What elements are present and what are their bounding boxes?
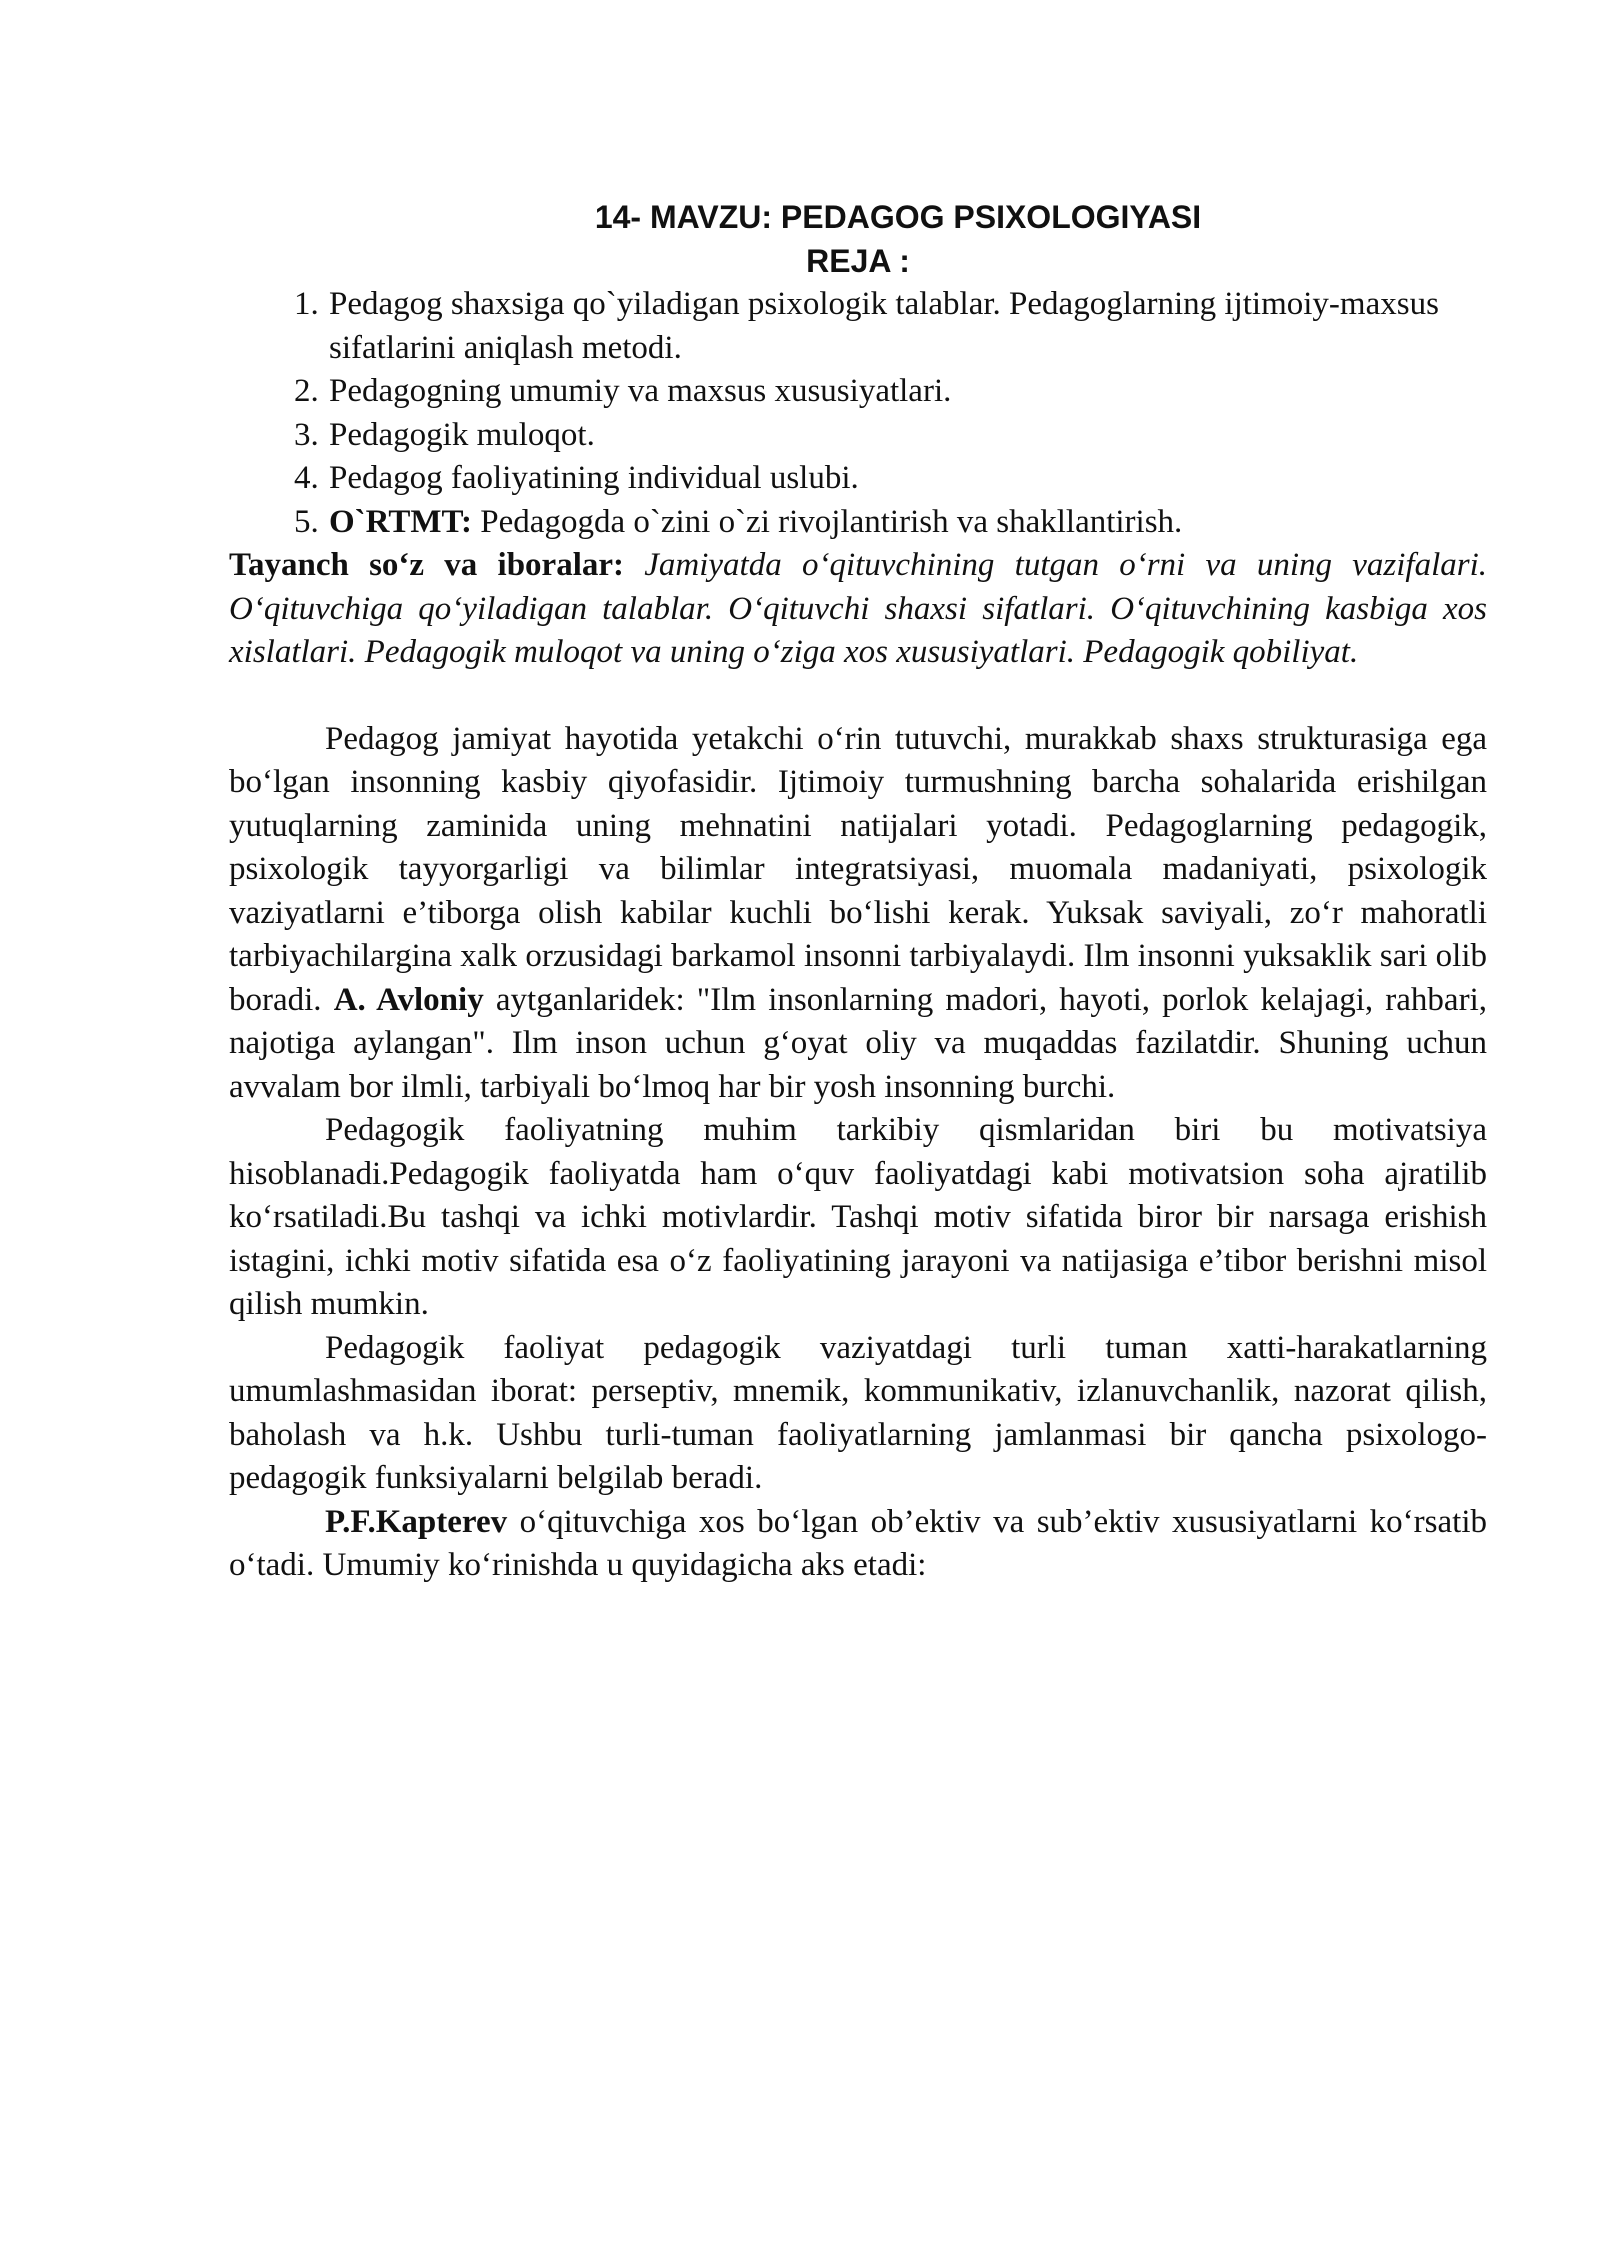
plan-item-text: Pedagog shaxsiga qo`yiladigan psixologik talablar. Pedagoglarning ijtimoiy-maxsus sifatlarini aniqlash metodi.	[329, 286, 1439, 366]
keywords-text: Jamiyatda o‘qituvchining tutgan o‘rni va uning vazifalari. O‘qituvchiga qo‘yiladigan talablar. O‘qituvchi shaxsi sifatlari. O‘qituvchining kasbiga xos xislatlari. Pedagogik muloqot va uning o‘ziga xos xususiyatlari. Pedagogik qobiliyat.	[229, 547, 1488, 670]
plan-item-text: Pedagog faoliyatining individual uslubi.	[329, 460, 859, 496]
plan-item-5	[327, 501, 1487, 545]
plan-heading: REJA :	[806, 242, 910, 279]
plan-item-2	[327, 370, 1487, 414]
plan-item-text: Pedagogik muloqot.	[329, 416, 595, 453]
body-paragraph-1-text-b: aytganlaridek: "Ilm insonlarning madori, hayoti, porlok kelajagi, rahbari, najotiga aylangan". Ilm inson uchun g‘oyat oliy va muqaddas fazilatdir. Shuning uchun avvalam bor ilmli, tarbiyali bo‘lmoq har bir yosh insonning burchi.	[229, 981, 1487, 1105]
author-name-kapterev: P.F.Kapterev	[325, 1503, 508, 1540]
plan-item-1	[327, 283, 1487, 370]
author-name-avloniy: A. Avloniy	[333, 981, 484, 1018]
body-paragraph-4	[229, 1501, 1487, 1588]
paragraph-gap	[229, 675, 1487, 718]
body-paragraph-1-text-a: Pedagog jamiyat hayotida yetakchi o‘rin tutuvchi, murakkab shaxs strukturasiga ega bo‘lgan insonning kasbiy qiyofasidir. Ijtimoiy turmushning barcha sohalarida erishilgan yutuqlarning zaminida uning mehnatini natijalari yotadi. Pedagoglarning pedagogik, psixologik tayyorgarligi va bilimlar integratsiyasi, muomala madaniyati, psixologik vaziyatlarni e’tiborga olish kabilar kuchli bo‘lishi kerak. Yuksak saviyali, zo‘r mahoratli tarbiyachilargina xalk orzusidagi barkamol insonni tarbiyalaydi. Ilm insonni yuksaklik sari olib boradi.	[229, 720, 1487, 1018]
plan-item-text: Pedagogda o`zini o`zi rivojlantirish va shakllantirish.	[472, 503, 1183, 540]
body-paragraph-1	[229, 718, 1487, 1110]
plan-list	[229, 283, 1487, 544]
plan-item-4	[327, 457, 1487, 501]
plan-item-text: Pedagogning umumiy va maxsus xususiyatlari.	[329, 373, 952, 409]
body-paragraph-4-text: o‘qituvchiga xos bo‘lgan ob’ektiv va sub’ektiv xususiyatlarni ko‘rsatib o‘tadi. Umumiy ko‘rinishda u quyidagicha aks etadi:	[229, 1503, 1487, 1583]
plan-item-bold-prefix: O`RTMT:	[329, 503, 473, 540]
plan-item-3	[327, 414, 1487, 458]
body-paragraph-2: Pedagogik faoliyatning muhim tarkibiy qismlaridan biri bu motivatsiya hisoblanadi.Pedagogik faoliyatda ham o‘quv faoliyatdagi kabi motivatsion soha ajratilib ko‘rsatiladi.Bu tashqi va ichki motivlardir. Tashqi motiv sifatida biror bir narsaga erishish istagini, ichki motiv sifatida esa o‘z faoliyatining jarayoni va natijasiga e’tibor berishni misol qilish mumkin.	[229, 1112, 1487, 1322]
page-title: 14- MAVZU: PEDAGOG PSIXOLOGIYASI	[594, 199, 1202, 235]
document-content	[229, 196, 1487, 1588]
keywords-paragraph	[229, 544, 1487, 675]
keywords-label: Tayanch so‘z va iboralar:	[229, 547, 624, 583]
body-paragraph-3: Pedagogik faoliyat pedagogik vaziyatdagi turli tuman xatti-harakatlarning umumlashmasidan iborat: perseptiv, mnemik, kommunikativ, izlanuvchanlik, nazorat qilish, baholash va h.k. Ushbu turli-tuman faoliyatlarning jamlanmasi bir qancha psixologo-pedagogik funksiyalarni belgilab beradi.	[229, 1329, 1487, 1496]
